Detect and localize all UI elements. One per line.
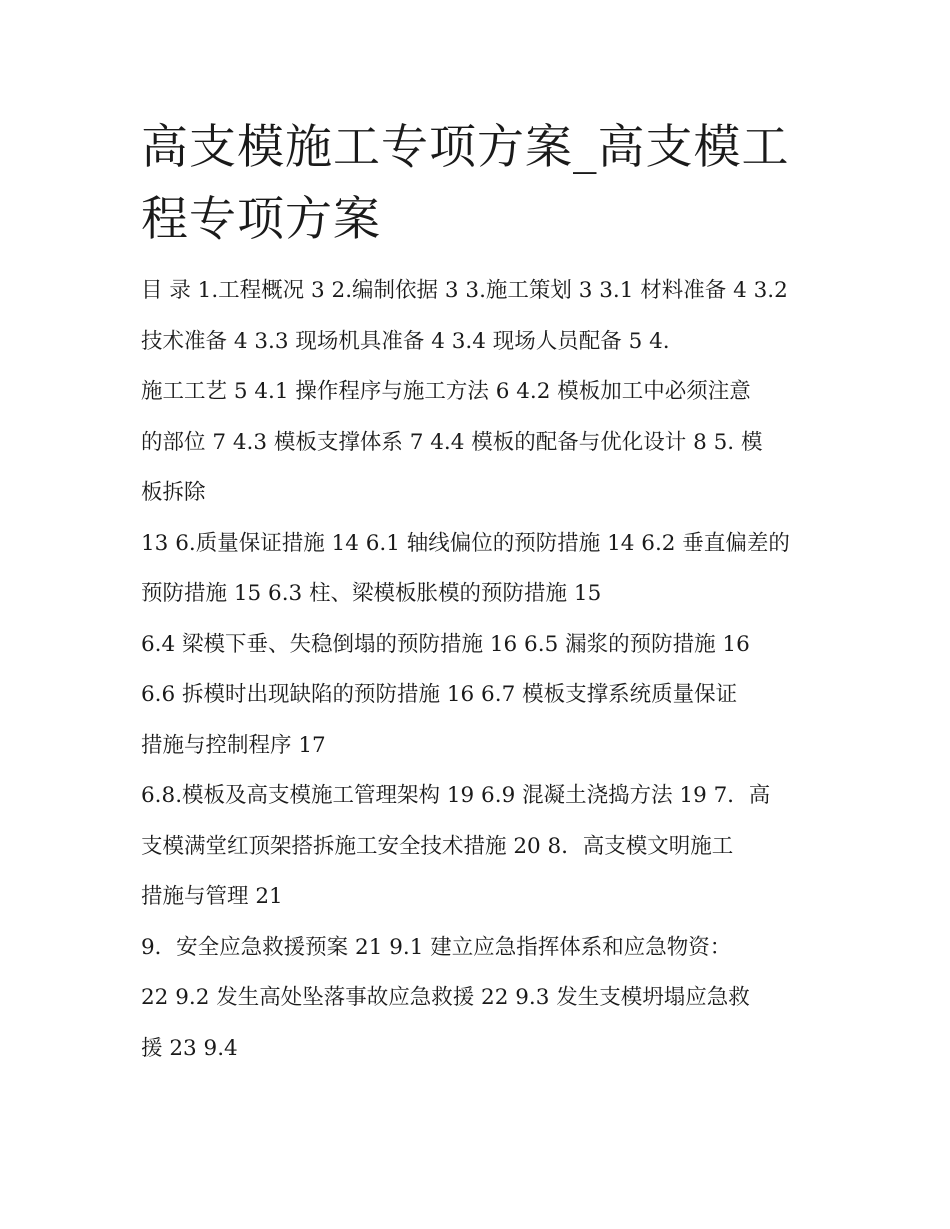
toc-line: 施工工艺 5 4.1 操作程序与施工方法 6 4.2 模板加工中必须注意 (141, 379, 751, 404)
toc-line: 6.6 拆模时出现缺陷的预防措施 16 6.7 模板支撑系统质量保证 (141, 682, 738, 707)
toc-line: 22 9.2 发生高处坠落事故应急救援 22 9.3 发生支模坍塌应急救 (141, 985, 750, 1010)
toc-line: 13 6.质量保证措施 14 6.1 轴线偏位的预防措施 14 6.2 垂直偏差的 (141, 530, 790, 556)
toc-line: 支模满堂红顶架搭拆施工安全技术措施 20 8．高支模文明施工 (141, 833, 734, 859)
toc-line: 6.4 梁模下垂、失稳倒塌的预防措施 16 6.5 漏浆的预防措施 16 (141, 631, 750, 657)
document-page (141, 112, 821, 1074)
toc-line: 援 23 9.4 (141, 1035, 238, 1061)
title-line: 高支模施工专项方案_高支模工 (141, 120, 790, 175)
toc-line: 目 录 1.工程概况 3 2.编制依据 3 3.施工策划 3 3.1 材料准备 4 3.2 (141, 278, 788, 303)
toc-line: 技术准备 4 3.3 现场机具准备 4 3.4 现场人员配备 5 4. (141, 328, 670, 354)
toc-line: 9．安全应急救援预案 21 9.1 建立应急指挥体系和应急物资： (141, 934, 732, 960)
toc-line: 的部位 7 4.3 模板支撑体系 7 4.4 模板的配备与优化设计 8 5. 模 (141, 429, 763, 455)
toc-line: 板拆除 (141, 480, 206, 505)
toc-line: 6.8.模板及高支模施工管理架构 19 6.9 混凝土浇捣方法 19 7．高 (141, 783, 771, 808)
toc-line: 预防措施 15 6.3 柱、梁模板胀模的预防措施 15 (141, 581, 602, 606)
table-of-contents (141, 266, 821, 1074)
title-line: 程专项方案 (141, 192, 381, 247)
document-title (141, 112, 821, 256)
toc-line: 措施与控制程序 17 (141, 732, 326, 758)
toc-line: 措施与管理 21 (141, 884, 283, 909)
